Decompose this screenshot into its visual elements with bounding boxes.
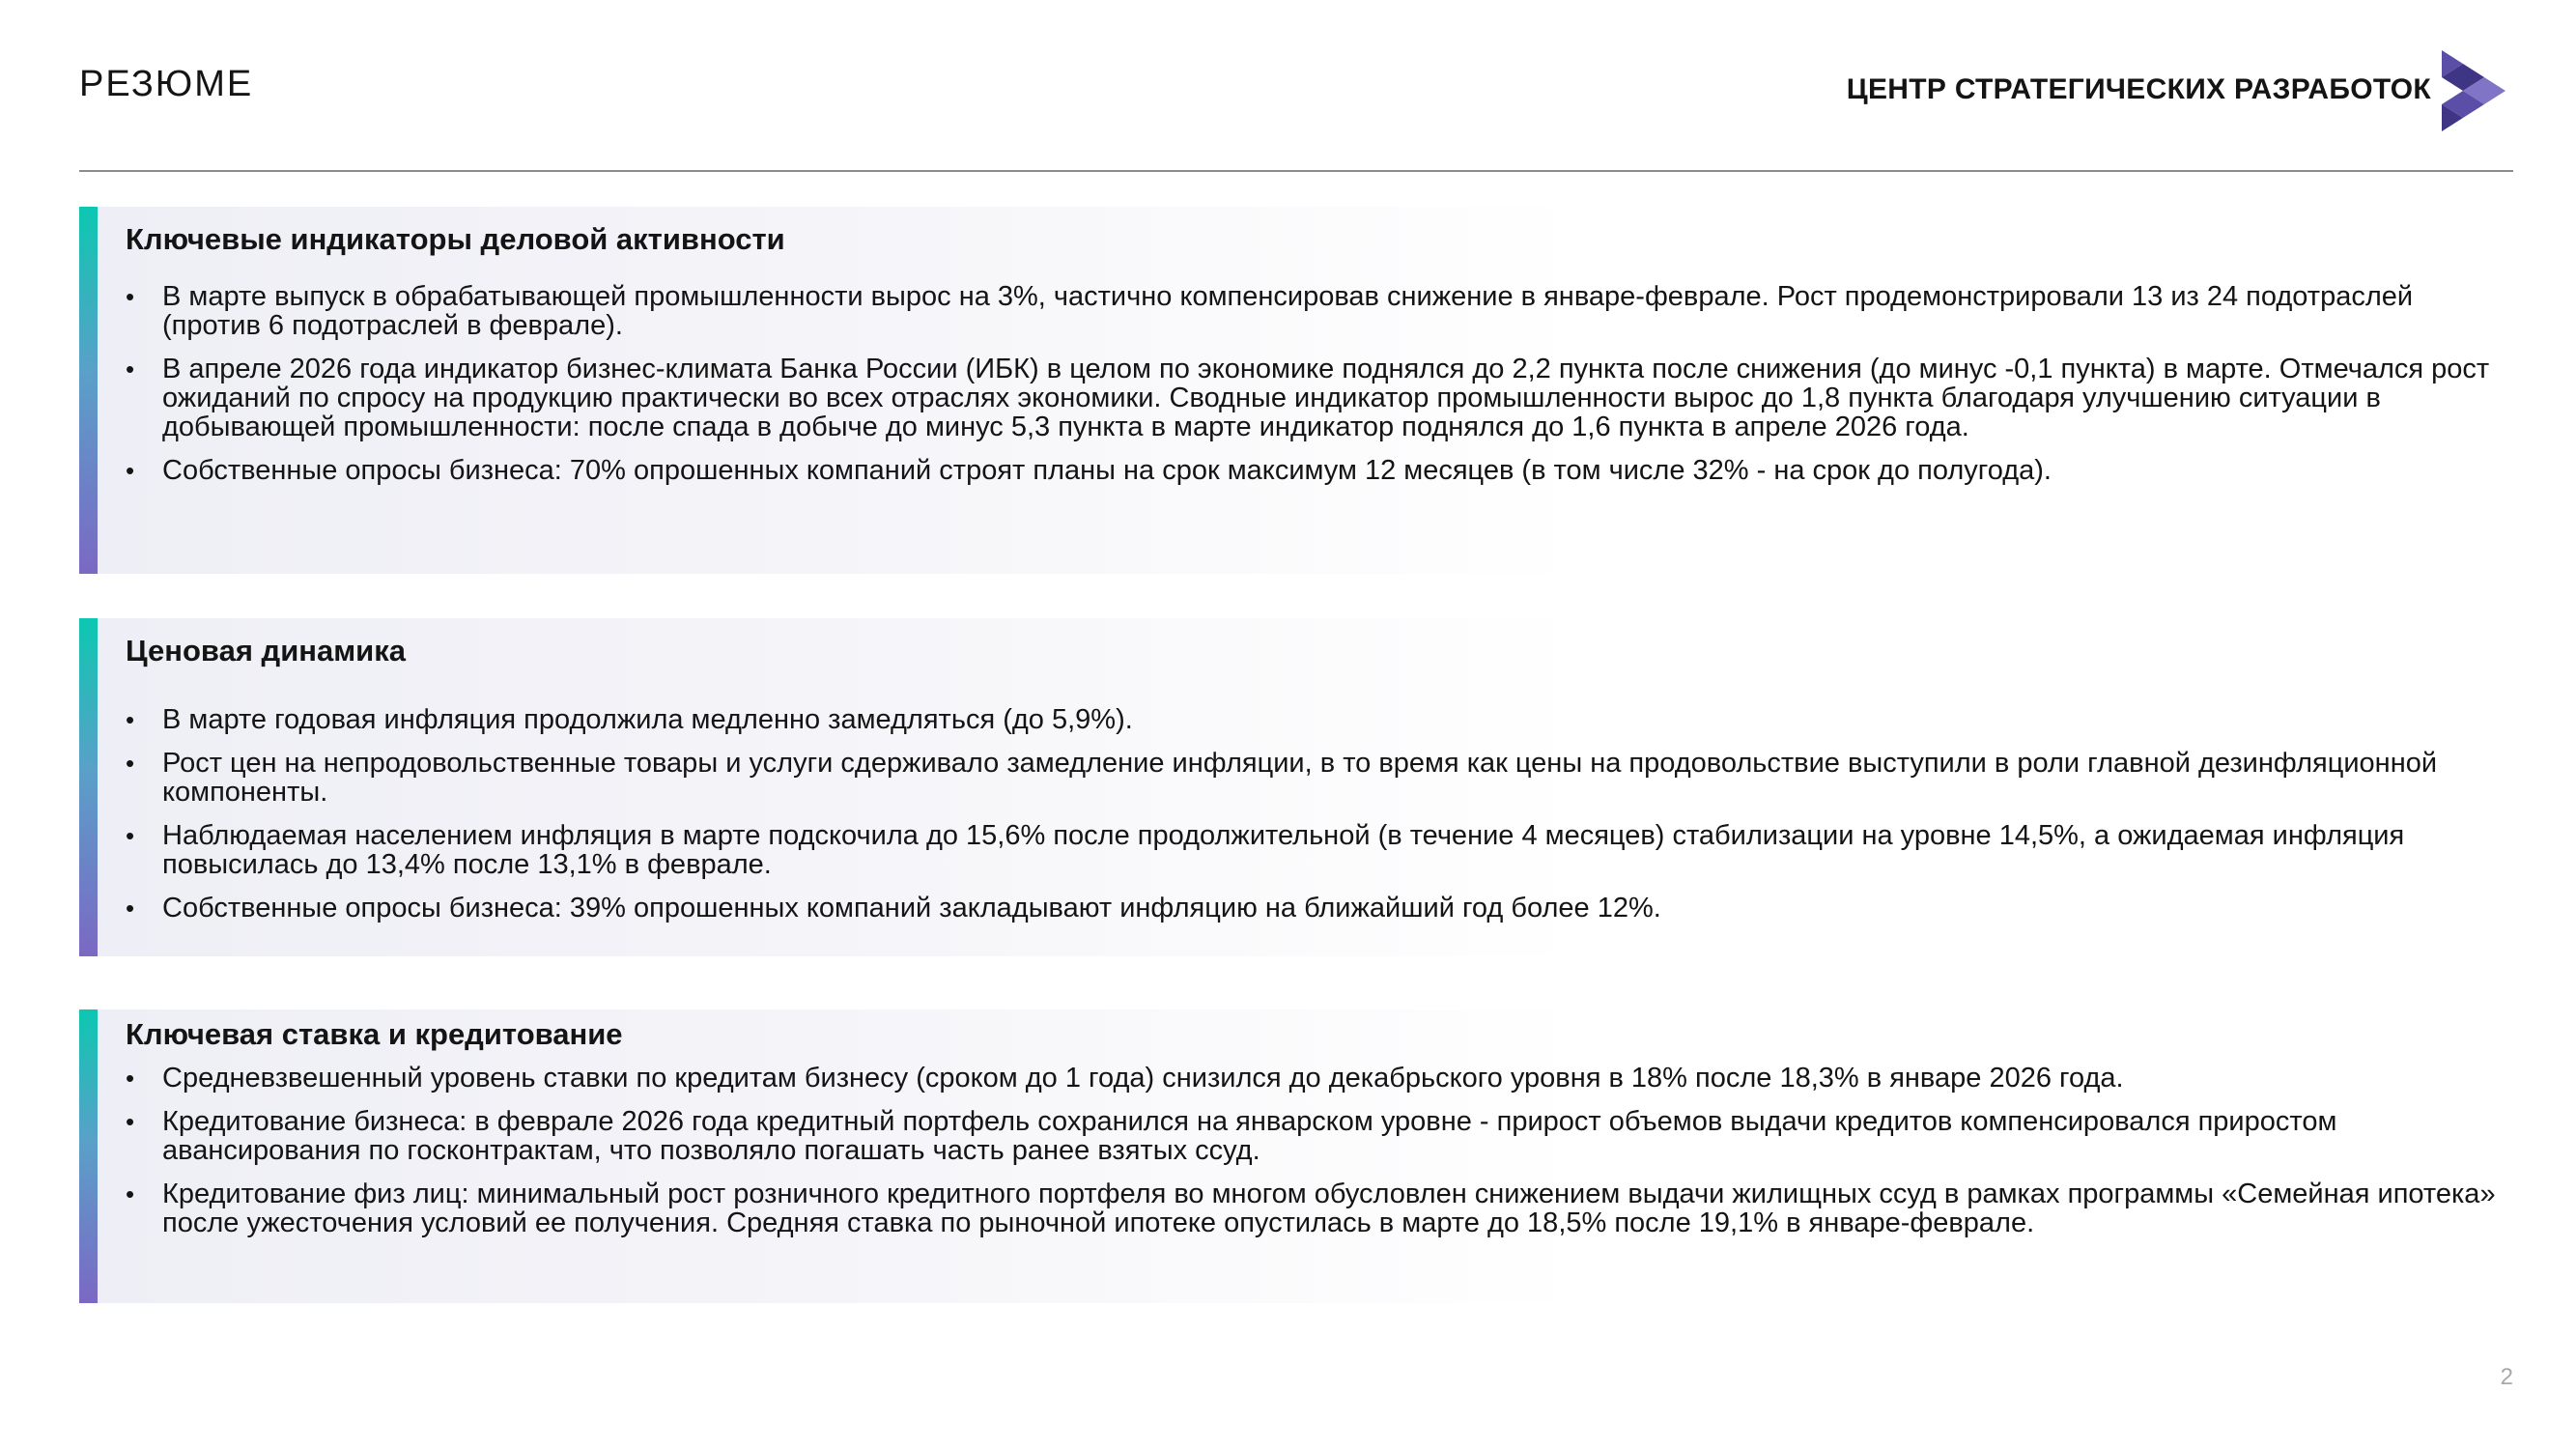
section-accent-bar xyxy=(79,618,98,956)
list-item: • Средневзвешенный уровень ставки по кредитам бизнесу (сроком до 1 года) снизился до декабрьского уровня в 18% после 18,3% в январе 2026 года. xyxy=(126,1064,2502,1093)
section-price-dynamics xyxy=(79,618,2438,956)
list-item: • Собственные опросы бизнеса: 70% опрошенных компаний строят планы на срок максимум 12 месяцев (в том числе 32% - на срок до полугода). xyxy=(126,456,2502,485)
list-item: • В апреле 2026 года индикатор бизнес-климата Банка России (ИБК) в целом по экономике поднялся до 2,2 пункта после снижения (до минус -0,1 пункта) в марте. Отмечался рост ожиданий по спросу на продукцию практически во всех отраслях экономики. Сводные индикатор промышленности вырос до 1,8 пункта благодаря улучшению ситуации в добывающей промышленности: после спада в добыче до минус 5,3 пункта в марте индикатор поднялся до 1,6 пункта в апреле 2026 года. xyxy=(126,355,2502,441)
bullet-list xyxy=(126,705,2502,937)
section-accent-bar xyxy=(79,1009,98,1303)
section-heading: Ключевые индикаторы деловой активности xyxy=(126,222,785,256)
section-business-activity xyxy=(79,207,2490,574)
bullet-list xyxy=(126,282,2502,499)
section-key-rate-lending xyxy=(79,1009,2496,1303)
csr-logo-icon xyxy=(2434,50,2513,133)
brand-name: ЦЕНТР СТРАТЕГИЧЕСКИХ РАЗРАБОТОК xyxy=(1846,73,2431,105)
page-number: 2 xyxy=(2500,1364,2513,1390)
header-divider xyxy=(79,170,2513,172)
bullet-list xyxy=(126,1064,2502,1252)
list-item: • В марте годовая инфляция продолжила медленно замедляться (до 5,9%). xyxy=(126,705,2502,734)
page-title: РЕЗЮМЕ xyxy=(79,64,254,104)
section-heading: Ценовая динамика xyxy=(126,634,406,668)
list-item: • Кредитование физ лиц: минимальный рост розничного кредитного портфеля во многом обусловлен снижением выдачи жилищных ссуд в рамках программы «Семейная ипотека» после ужесточения условий ее получения. Средняя ставка по рыночной ипотеке опустилась в марте до 18,5% после 19,1% в январе-феврале. xyxy=(126,1179,2502,1237)
section-accent-bar xyxy=(79,207,98,574)
list-item: • Собственные опросы бизнеса: 39% опрошенных компаний закладывают инфляцию на ближайший год более 12%. xyxy=(126,894,2502,923)
list-item: • Кредитование бизнеса: в феврале 2026 года кредитный портфель сохранился на январском уровне - прирост объемов выдачи кредитов компенсировался приростом авансирования по госконтрактам, что позволяло погашать часть ранее взятых ссуд. xyxy=(126,1107,2502,1165)
list-item: • В марте выпуск в обрабатывающей промышленности вырос на 3%, частично компенсировав снижение в январе-феврале. Рост продемонстрировали 13 из 24 подотраслей (против 6 подотраслей в феврале). xyxy=(126,282,2502,340)
section-heading: Ключевая ставка и кредитование xyxy=(126,1017,623,1051)
list-item: • Наблюдаемая населением инфляция в марте подскочила до 15,6% после продолжительной (в течение 4 месяцев) стабилизации на уровне 14,5%, а ожидаемая инфляция повысилась до 13,4% после 13,1% в феврале. xyxy=(126,821,2502,879)
list-item: • Рост цен на непродовольственные товары и услуги сдерживало замедление инфляции, в то время как цены на продовольствие выступили в роли главной дезинфляционной компоненты. xyxy=(126,749,2502,807)
